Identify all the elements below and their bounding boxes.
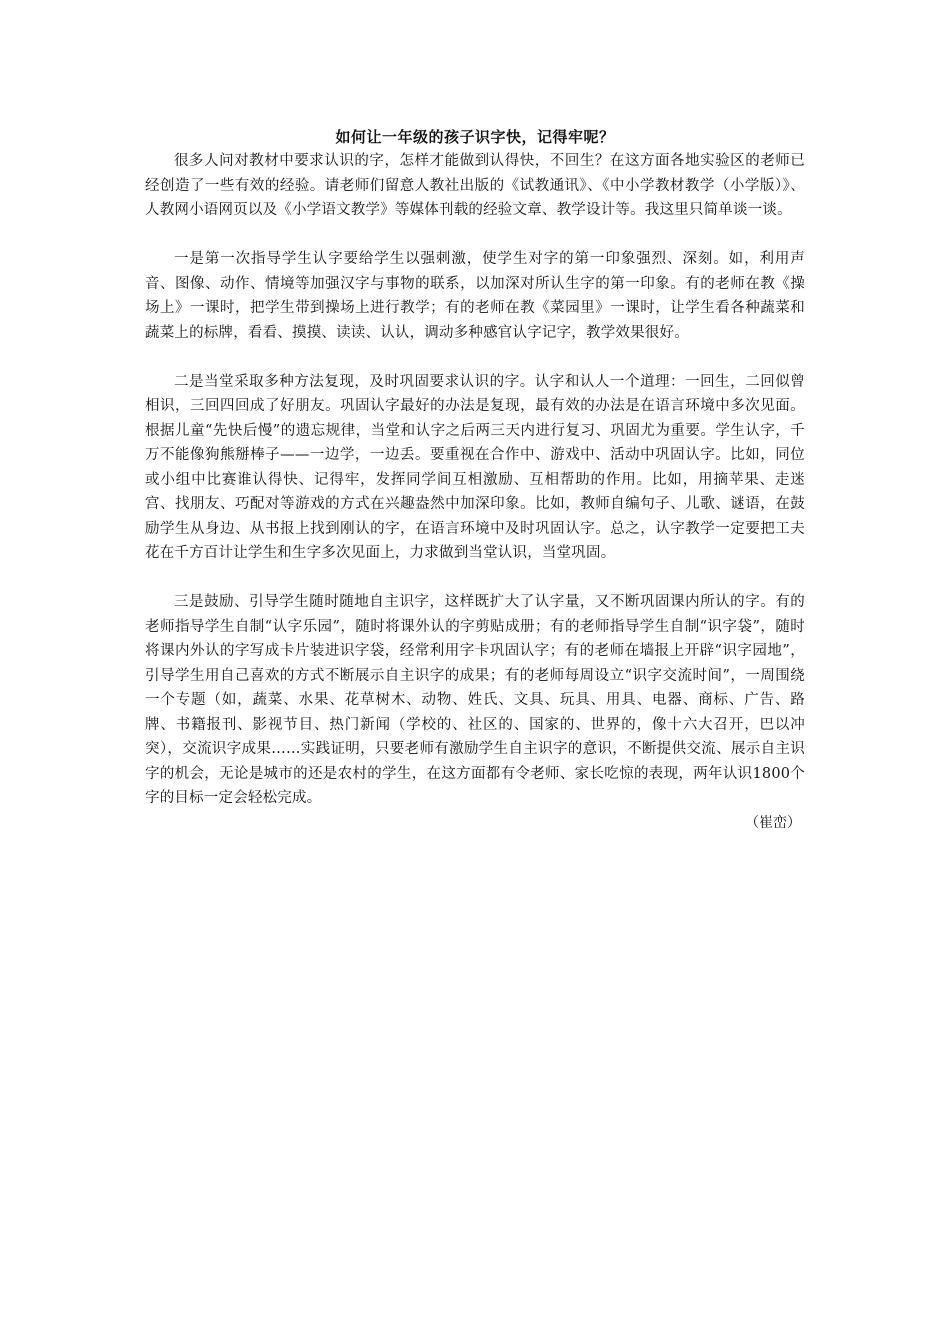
paragraph-spacer [145,566,805,591]
paragraph-intro: 很多人问对教材中要求认识的字，怎样才能做到认得快，不回生？在这方面各地实验区的老师已经创造了一些有效的经验。请老师们留意人教社出版的《试教通讯》、《中小学教材教学（小学版）》、人教网小语网页以及《小学语文教学》等媒体刊载的经验文章、教学设计等。我这里只简单谈一谈。 [145,153,805,218]
document-title: 如何让一年级的孩子识字快，记得牢呢？ [335,128,615,146]
paragraph-spacer [145,345,805,370]
author-signature: （崔峦） [745,814,801,831]
paragraph-second-point: 二是当堂采取多种方法复现，及时巩固要求认识的字。认字和认人一个道理：一回生，二回似曾相识，三回四回成了好朋友。巩固认字最好的办法是复现，最有效的办法是在语言环境中多次见面。根据儿童“先快后慢”的遗忘规律，当堂和认字之后两三天内进行复习、巩固尤为重要。学生认字，千万不能像狗熊掰棒子——一边学，一边丢。要重视在合作中、游戏中、活动中巩固认字。比如，同位或小组中比赛谁认得快、记得牢，发挥同学间互相激励、互相帮助的作用。比如，用摘苹果、走迷宫、找朋友、巧配对等游戏的方式在兴趣盎然中加深印象。比如，教师自编句子、儿歌、谜语，在鼓励学生从身边、从书报上找到刚认的字，在语言环境中及时巩固认字。总之，认字教学一定要把工夫花在千方百计让学生和生字多次见面上，力求做到当堂认识，当堂巩固。 [145,373,805,561]
paragraph-spacer [145,223,805,248]
paragraph-third-point: 三是鼓励、引导学生随时随地自主识字，这样既扩大了认字量，又不断巩固课内所认的字。有的老师指导学生自制“认字乐园”，随时将课外认的字剪贴成册；有的老师指导学生自制“识字袋”，随时将课内外认的字写成卡片装进识字袋，经常利用字卡巩固认字；有的老师在墙报上开辟“识字园地”，引导学生用自己喜欢的方式不断展示自主识字的成果；有的老师每周设立“识字交流时间”，一周围绕一个专题（如，蔬菜、水果、花草树木、动物、姓氏、文具、玩具、用具、电器、商标、广告、路牌、书籍报刊、影视节目、热门新闻（学校的、社区的、国家的、世界的，像十六大召开，巴以冲突），交流识字成果……实践证明，只要老师有激励学生自主识字的意识，不断提供交流、展示自主识字的机会，无论是城市的还是农村的学生，在这方面都有令老师、家长吃惊的表现，两年认识1800个字的目标一定会轻松完成。 [145,594,805,806]
paragraph-first-point: 一是第一次指导学生认字要给学生以强刺激，使学生对字的第一印象强烈、深刻。如，利用声音、图像、动作、情境等加强汉字与事物的联系，以加深对所认生字的第一印象。有的老师在教《操场上》一课时，把学生带到操场上进行教学；有的老师在教《菜园里》一课时，让学生看各种蔬菜和蔬菜上的标牌，看看、摸摸、读读、认认，调动多种感官认字记字，教学效果很好。 [145,251,805,341]
document-page [145,125,805,835]
